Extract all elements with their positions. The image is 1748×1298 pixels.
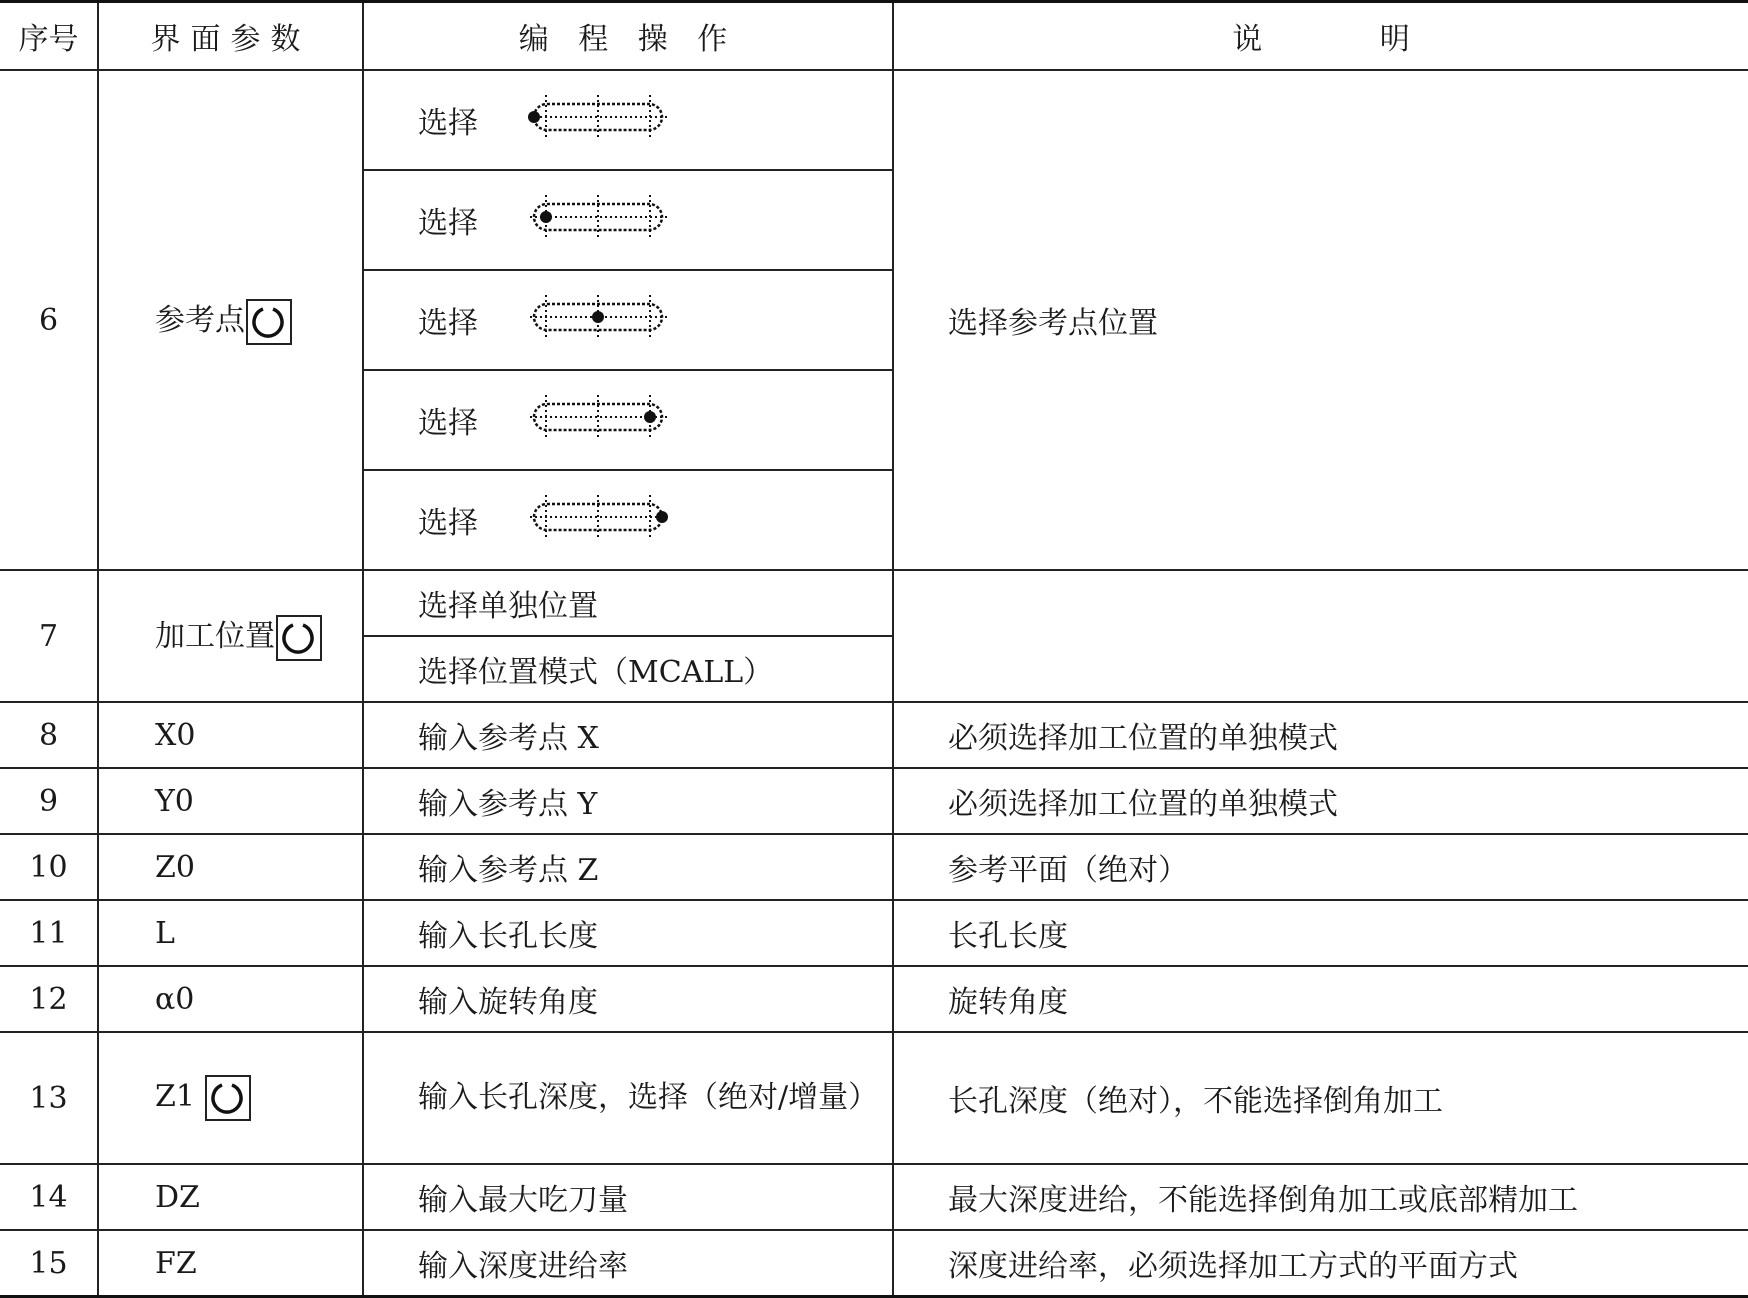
table-row (0, 900, 1748, 966)
slot-left-center-icon (524, 191, 674, 249)
row-param: α0 (98, 966, 363, 1032)
slot-left-end-icon (524, 91, 674, 149)
row-seq: 15 (0, 1230, 98, 1297)
row-desc (893, 570, 1748, 702)
row-op: 输入最大吃刀量 (363, 1164, 893, 1230)
op-label: 选择 (418, 406, 478, 441)
table-row (0, 834, 1748, 900)
cycle-arrow-icon (276, 615, 322, 661)
cycle-arrow-icon (205, 1075, 251, 1121)
row-desc: 深度进给率，必须选择加工方式的平面方式 (893, 1230, 1748, 1297)
slot-right-end-icon (524, 491, 674, 549)
row-op: 输入参考点 Y (363, 768, 893, 834)
row-param (98, 570, 363, 702)
row-seq: 9 (0, 768, 98, 834)
header-desc: 说 明 (893, 2, 1748, 71)
row-param (98, 1032, 363, 1164)
table-row (0, 1164, 1748, 1230)
row-op: 输入参考点 Z (363, 834, 893, 900)
row-seq: 7 (0, 570, 98, 702)
param-label: Z1 (155, 1079, 195, 1114)
row-desc: 必须选择加工位置的单独模式 (893, 702, 1748, 768)
row-desc: 旋转角度 (893, 966, 1748, 1032)
table-row (0, 1032, 1748, 1164)
table-row (0, 702, 1748, 768)
row-op: 输入长孔深度，选择（绝对/增量） (363, 1032, 893, 1164)
slot-center-icon (524, 291, 674, 349)
row-param: X0 (98, 702, 363, 768)
row-param: L (98, 900, 363, 966)
row-desc: 选择参考点位置 (893, 70, 1748, 570)
row-param: Y0 (98, 768, 363, 834)
row-seq: 8 (0, 702, 98, 768)
row-seq: 14 (0, 1164, 98, 1230)
row-desc: 长孔长度 (893, 900, 1748, 966)
row-desc: 参考平面（绝对） (893, 834, 1748, 900)
op-label: 选择 (418, 306, 478, 341)
table-row (0, 570, 1748, 636)
row-param (98, 70, 363, 570)
table-row (0, 966, 1748, 1032)
header-row (0, 2, 1748, 71)
op-slot-cell (363, 70, 893, 170)
param-label: 参考点 (155, 303, 245, 338)
op-label: 选择 (418, 206, 478, 241)
row-op: 输入旋转角度 (363, 966, 893, 1032)
op-slot-cell (363, 370, 893, 470)
row-param: DZ (98, 1164, 363, 1230)
row-seq: 13 (0, 1032, 98, 1164)
row-seq: 10 (0, 834, 98, 900)
row-desc: 长孔深度（绝对），不能选择倒角加工 (893, 1032, 1748, 1164)
table-row (0, 1230, 1748, 1297)
row-param: FZ (98, 1230, 363, 1297)
param-label: 加工位置 (155, 619, 275, 654)
op-slot-cell (363, 270, 893, 370)
row-op: 选择位置模式（MCALL） (363, 636, 893, 702)
row-op: 输入长孔长度 (363, 900, 893, 966)
row-op: 输入深度进给率 (363, 1230, 893, 1297)
row-param: Z0 (98, 834, 363, 900)
table-row (0, 768, 1748, 834)
row-desc: 最大深度进给，不能选择倒角加工或底部精加工 (893, 1164, 1748, 1230)
header-op: 编 程 操 作 (363, 2, 893, 71)
row-op: 输入参考点 X (363, 702, 893, 768)
row-desc: 必须选择加工位置的单独模式 (893, 768, 1748, 834)
header-seq: 序号 (0, 2, 98, 71)
op-label: 选择 (418, 106, 478, 141)
cycle-arrow-icon (246, 299, 292, 345)
row-op: 选择单独位置 (363, 570, 893, 636)
row-seq: 6 (0, 70, 98, 570)
op-label: 选择 (418, 506, 478, 541)
table-row (0, 70, 1748, 170)
op-slot-cell (363, 470, 893, 570)
row-seq: 12 (0, 966, 98, 1032)
header-param: 界面参数 (98, 2, 363, 71)
slot-right-center-icon (524, 391, 674, 449)
op-slot-cell (363, 170, 893, 270)
row-seq: 11 (0, 900, 98, 966)
